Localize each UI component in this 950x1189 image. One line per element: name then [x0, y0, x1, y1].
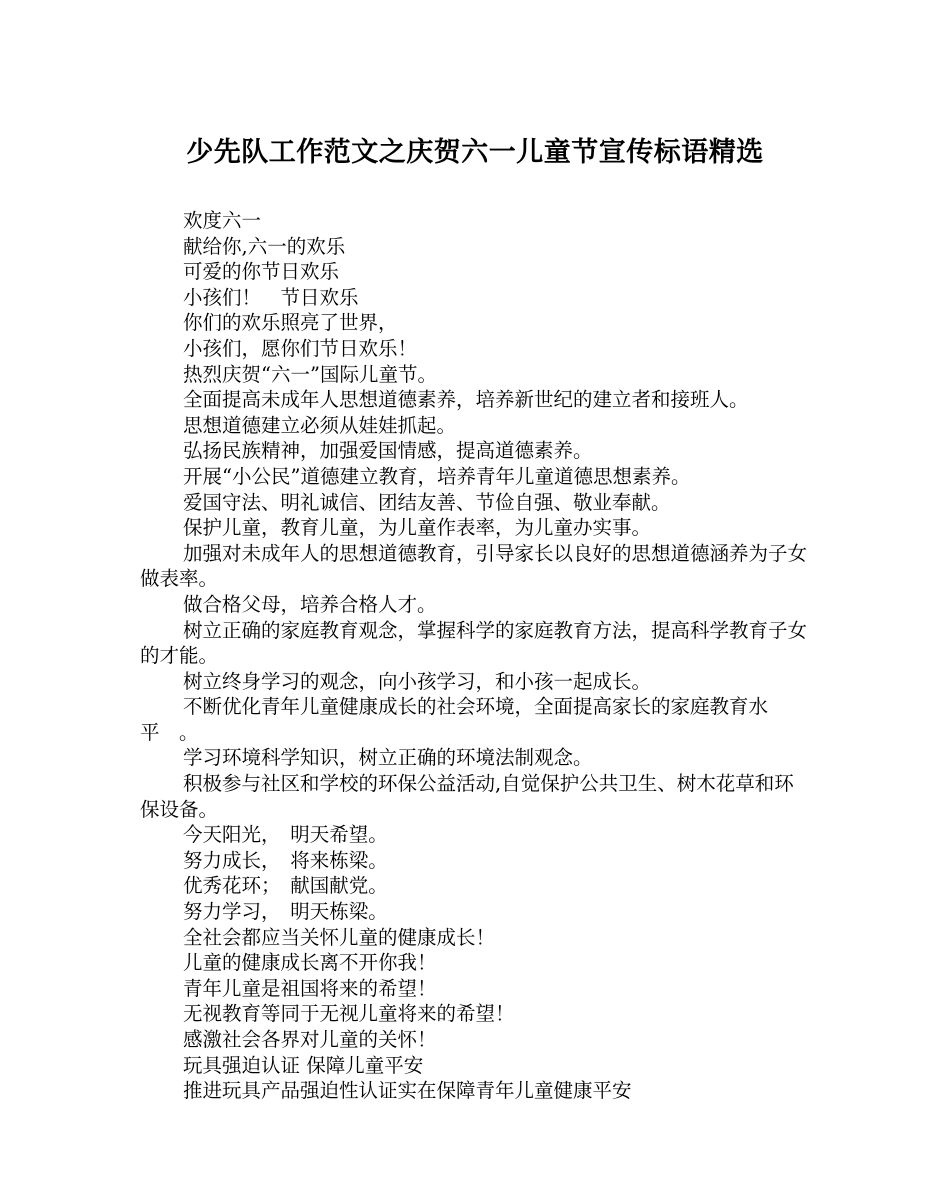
document-title: 少先队工作范文之庆贺六一儿童节宣传标语精选 — [186, 137, 764, 168]
paragraph: 保护儿童，教育儿童，为儿童作表率，为儿童办实事。 — [183, 516, 652, 540]
paragraph: 弘扬民族精神，加强爱国情感，提高道德素养。 — [183, 439, 593, 463]
paragraph: 不断优化青年儿童健康成长的社会环境，全面提高家长的家庭教育水平 。 — [140, 695, 769, 744]
paragraph: 无视教育等同于无视儿童将来的希望！ — [183, 1002, 515, 1026]
paragraph: 努力成长， 将来栋梁。 — [183, 848, 388, 872]
paragraph: 青年儿童是祖国将来的希望！ — [183, 976, 437, 1000]
paragraph: 欢度六一 — [183, 209, 262, 232]
paragraph: 今天阳光， 明天希望。 — [183, 823, 388, 847]
paragraph: 优秀花环； 献国献党。 — [183, 874, 388, 898]
paragraph: 爱国守法、明礼诚信、团结友善、节俭自强、敬业奉献。 — [183, 490, 671, 514]
paragraph: 感激社会各界对儿童的关怀！ — [183, 1028, 437, 1051]
paragraph: 树立正确的家庭教育观念，掌握科学的家庭教育方法，提高科学教育子女的才能。 — [140, 618, 808, 668]
paragraph: 献给你,六一的欢乐 — [183, 234, 346, 258]
paragraph: 小孩们，愿你们节日欢乐！ — [183, 336, 418, 360]
paragraph: 推进玩具产品强迫性认证实在保障青年儿童健康平安 — [183, 1079, 632, 1103]
paragraph: 积极参与社区和学校的环保公益活动,自觉保护公共卫生、树木花草和环保设备。 — [140, 772, 794, 821]
paragraph: 思想道德建立必须从娃娃抓起。 — [183, 413, 457, 437]
paragraph: 热烈庆贺“六一”国际儿童节。 — [183, 362, 437, 386]
paragraph: 儿童的健康成长离不开你我！ — [183, 951, 437, 975]
paragraph: 努力学习， 明天栋梁。 — [183, 900, 388, 924]
paragraph: 全面提高未成年人思想道德素养，培养新世纪的建立者和接班人。 — [183, 388, 749, 412]
paragraph: 可爱的你节日欢乐 — [183, 260, 340, 284]
paragraph: 做合格父母，培养合格人才。 — [183, 592, 437, 616]
paragraph: 加强对未成年人的思想道德教育，引导家长以良好的思想道德涵养为子女做表率。 — [140, 541, 808, 591]
paragraph: 学习环境科学知识，树立正确的环境法制观念。 — [183, 746, 593, 770]
paragraph: 你们的欢乐照亮了世界， — [183, 311, 398, 335]
paragraph: 树立终身学习的观念，向小孩学习，和小孩一起成长。 — [183, 669, 652, 693]
document-body — [140, 208, 812, 1104]
paragraph: 全社会都应当关怀儿童的健康成长！ — [183, 925, 496, 949]
paragraph: 玩具强迫认证 保障儿童平安 — [183, 1053, 424, 1077]
paragraph: 开展“小公民”道德建立教育，培养青年儿童道德思想素养。 — [183, 464, 691, 488]
paragraph: 小孩们！ 节日欢乐 — [183, 285, 359, 309]
